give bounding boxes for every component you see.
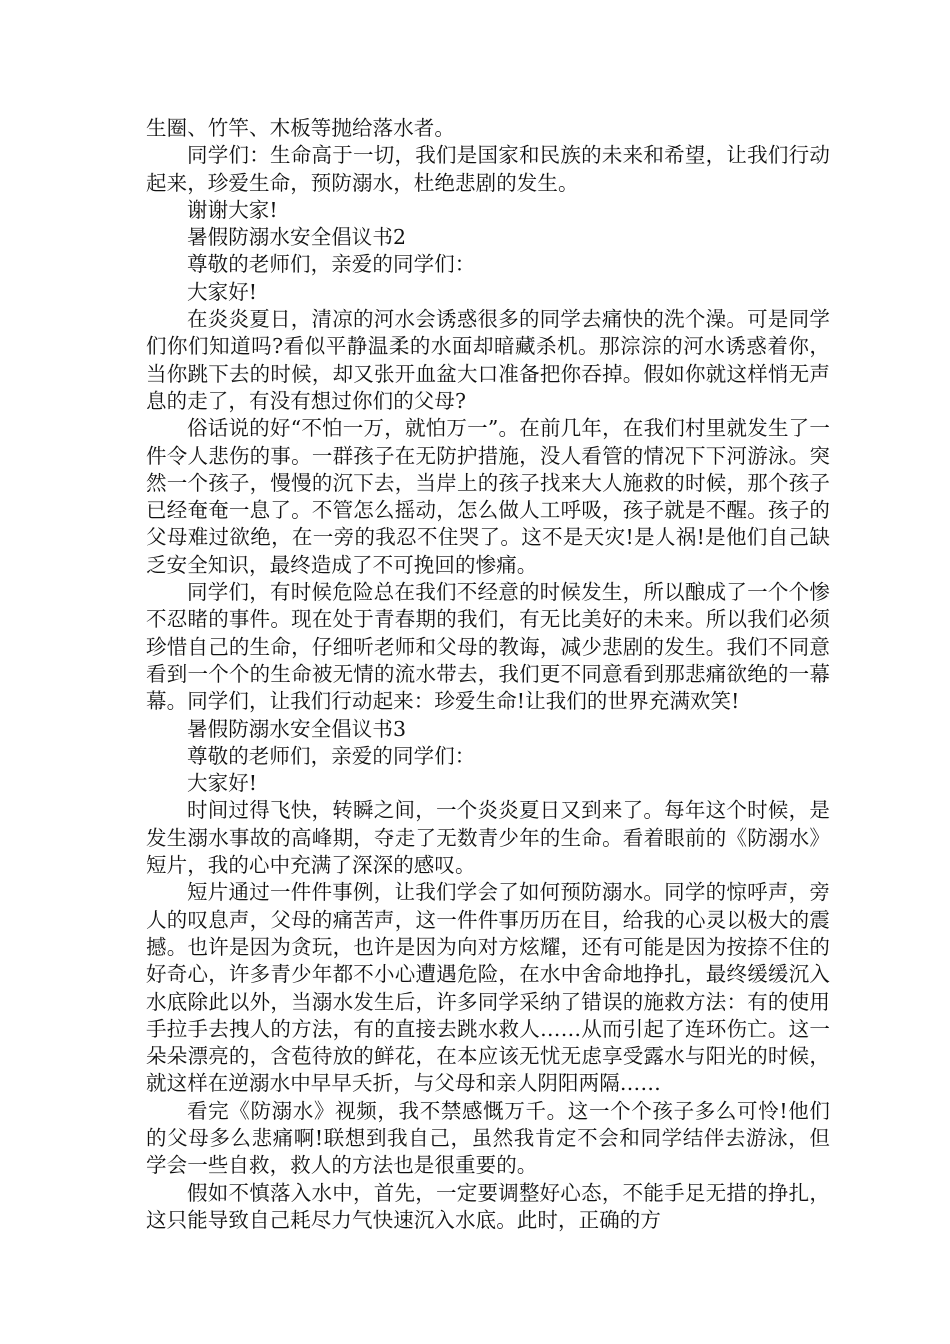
salutation-3: 尊敬的老师们，亲爱的同学们： (187, 743, 476, 768)
paragraph-16: 假如不慎落入水中，首先，一定要调整好心态，不能手足无措的挣扎，这只能导致自己耗尽力气快速沉入水底。此时，正确的方 (146, 1180, 830, 1232)
paragraph-15: 看完《防溺水》视频，我不禁感慨万千。这一个个孩子多么可怜!他们的父母多么悲痛啊!联想到我自己，虽然我肯定不会和同学结伴去游泳，但学会一些自救，救人的方法也是很重要的。 (146, 1098, 830, 1178)
paragraph-13: 时间过得飞快，转瞬之间，一个炎炎夏日又到来了。每年这个时候，是发生溺水事故的高峰期，夺走了无数青少年的生命。看着眼前的《防溺水》短片，我的心中充满了深深的感叹。 (146, 798, 830, 878)
greeting-2: 大家好! (187, 279, 258, 304)
document-page (146, 115, 830, 1234)
section-title-2: 暑假防溺水安全倡议书2 (187, 225, 407, 250)
paragraph-1: 生圈、竹竿、木板等抛给落水者。 (146, 116, 455, 140)
salutation-2: 尊敬的老师们，亲爱的同学们： (187, 252, 476, 277)
paragraph-3: 谢谢大家! (187, 197, 278, 222)
paragraph-8: 俗话说的好“不怕一万，就怕万一”。在前几年，在我们村里就发生了一件令人悲伤的事。一群孩子在无防护措施，没人看管的情况下下河游泳。突然一个孩子，慢慢的沉下去，当岸上的孩子找来大人施救的时候，那个孩子已经奄奄一息了。不管怎么摇动，怎么做人工呼吸，孩子就是不醒。孩子的父母难过欲绝，在一旁的我忍不住哭了。这不是天灾!是人祸!是他们自己缺乏安全知识，最终造成了不可挽回的惨痛。 (146, 416, 830, 577)
section-title-3: 暑假防溺水安全倡议书3 (187, 716, 407, 741)
greeting-3: 大家好! (187, 771, 258, 796)
paragraph-2: 同学们：生命高于一切，我们是国家和民族的未来和希望，让我们行动起来，珍爱生命，预防溺水，杜绝悲剧的发生。 (146, 143, 830, 195)
paragraph-7: 在炎炎夏日，清凉的河水会诱惑很多的同学去痛快的洗个澡。可是同学们你们知道吗?看似平静温柔的水面却暗藏杀机。那淙淙的河水诱惑着你，当你跳下去的时候，却又张开血盆大口准备把你吞掉。假如你就这样悄无声息的走了，有没有想过你们的父母? (146, 307, 830, 413)
paragraph-14: 短片通过一件件事例，让我们学会了如何预防溺水。同学的惊呼声，旁人的叹息声，父母的痛苦声，这一件件事历历在目，给我的心灵以极大的震撼。也许是因为贪玩，也许是因为向对方炫耀，还有可能是因为按捺不住的好奇心，许多青少年都不小心遭遇危险，在水中舍命地挣扎，最终缓缓沉入水底除此以外，当溺水发生后，许多同学采纳了错误的施救方法：有的使用手拉手去拽人的方法，有的直接去跳水救人……从而引起了连环伤亡。这一朵朵漂亮的，含苞待放的鲜花，在本应该无忧无虑享受露水与阳光的时候，就这样在逆溺水中早早夭折，与父母和亲人阴阳两隔…… (146, 880, 830, 1096)
paragraph-9: 同学们，有时候危险总在我们不经意的时候发生，所以酿成了一个个惨不忍睹的事件。现在处于青春期的我们，有无比美好的未来。所以我们必须珍惜自己的生命，仔细听老师和父母的教诲，减少悲剧的发生。我们不同意看到一个个的生命被无情的流水带去，我们更不同意看到那悲痛欲绝的一幕幕。同学们，让我们行动起来：珍爱生命!让我们的世界充满欢笑! (146, 580, 830, 714)
